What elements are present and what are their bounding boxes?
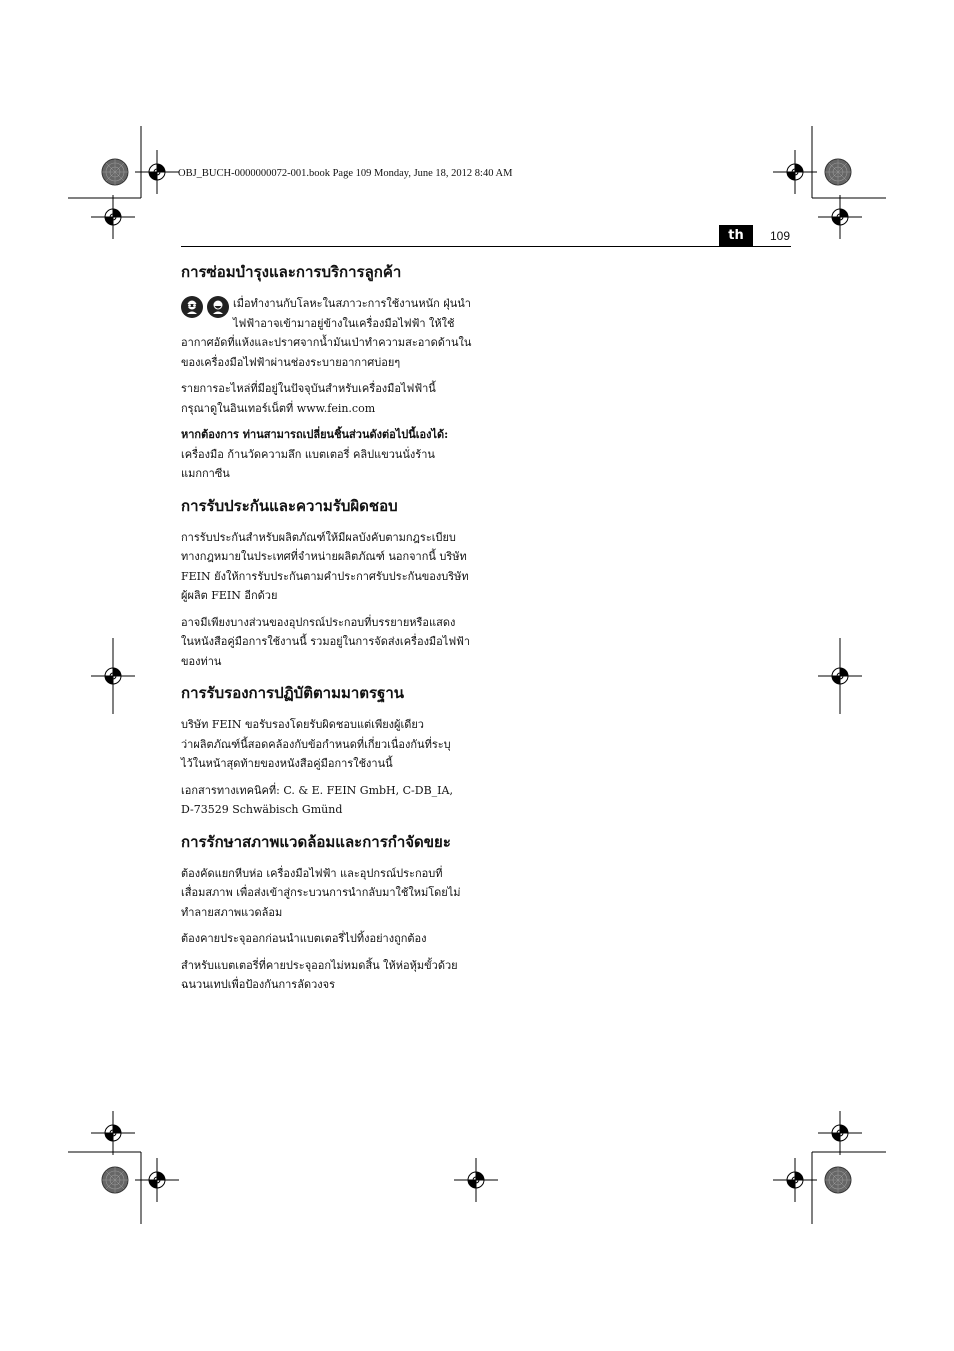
print-header: OBJ_BUCH-0000000072-001.book Page 109 Monday, June 18, 2012 8:40 AM — [178, 168, 513, 179]
text-line: การรับประกันสำหรับผลิตภัณฑ์ให้มีผลบังคับตามกฎระเบียบ — [181, 530, 456, 544]
header-rule — [181, 246, 791, 247]
text-line: ฉนวนเทปเพื่อป้องกันการลัดวงจร — [181, 978, 335, 991]
text-line: กรุณาดูในอินเทอร์เน็ตที่ www.fein.com — [181, 401, 376, 415]
text-line: ผู้ผลิต FEIN อีกด้วย — [181, 589, 278, 602]
text-line: ทำลายสภาพแวดล้อม — [181, 905, 283, 919]
text-line: เครื่องมือ ก้านวัดความลึก แบตเตอรี่ คลิปแขวนนั่งร้าน — [181, 447, 435, 461]
dust-mask-icon — [207, 296, 229, 318]
language-badge: th — [719, 225, 753, 246]
text-line: ทางกฎหมายในประเทศที่จำหน่ายผลิตภัณฑ์ นอกจากนี้ บริษัท — [181, 550, 467, 563]
bold-lead: หากต้องการ ท่านสามารถเปลี่ยนชิ้นส่วนดังต่อไปนี้เองได้: — [181, 428, 449, 441]
text-line: ของเครื่องมือไฟฟ้าผ่านช่องระบายอากาศบ่อยๆ — [181, 355, 401, 369]
icon-paragraph — [181, 294, 481, 333]
section-maintenance — [181, 258, 481, 484]
text-line: ของท่าน — [181, 654, 222, 668]
section-title: การซ่อมบำรุงและการบริการลูกค้า — [181, 263, 402, 281]
text-line: เสื่อมสภาพ เพื่อส่งเข้าสู่กระบวนการนำกลับมาใช้ใหม่โดยไม่ — [181, 886, 461, 899]
text-line: เมื่อทำงานกับโลหะในสภาวะการใช้งานหนัก ฝุ่นนำ — [233, 297, 471, 310]
text-line: ว่าผลิตภัณฑ์นี้สอดคล้องกับข้อกำหนดที่เกี่ยวเนื่องกันที่ระบุ — [181, 737, 451, 751]
text-line: ไฟฟ้าอาจเข้ามาอยู่ข้างในเครื่องมือไฟฟ้า ให้ใช้ — [233, 316, 455, 330]
safety-goggles-icon — [181, 296, 203, 318]
text-line: FEIN ยังให้การรับประกันตามคำประกาศรับประกันของบริษัท — [181, 569, 469, 583]
section-conformity — [181, 679, 481, 820]
section-title: การรับประกันและความรับผิดชอบ — [181, 496, 398, 515]
text-line: D-73529 Schwäbisch Gmünd — [181, 803, 343, 816]
text-line: รายการอะไหล่ที่มีอยู่ในปัจจุบันสำหรับเครื่องมือไฟฟ้านี้ — [181, 382, 436, 395]
text-line: เอกสารทางเทคนิคที่: C. & E. FEIN GmbH, C-DB_IA, — [181, 783, 453, 797]
text-line: ไว้ในหน้าสุดท้ายของหนังสือคู่มือการใช้งานนี้ — [181, 757, 393, 770]
section-title: การรับรองการปฏิบัติตามมาตรฐาน — [181, 684, 405, 702]
text-line: อากาศอัดที่แห้งและปราศจากน้ำมันเป่าทำความสะอาดด้านใน — [181, 336, 472, 349]
text-line: ต้องคายประจุออกก่อนนำแบตเตอรี่ไปทิ้งอย่างถูกต้อง — [181, 932, 427, 945]
text-line: ในหนังสือคู่มือการใช้งานนี้ รวมอยู่ในการจัดส่งเครื่องมือไฟฟ้า — [181, 635, 471, 648]
text-line: อาจมีเพียงบางส่วนของอุปกรณ์ประกอบที่บรรยายหรือแสดง — [181, 615, 456, 629]
text-line: สำหรับแบตเตอรี่ที่คายประจุออกไม่หมดสิ้น ให้ห่อหุ้มขั้วด้วย — [181, 958, 458, 972]
section-warranty — [181, 492, 481, 672]
page-number: 109 — [770, 229, 791, 243]
section-environment — [181, 828, 481, 995]
ppe-icons — [181, 294, 229, 333]
text-line: บริษัท FEIN ขอรับรองโดยรับผิดชอบแต่เพียงผู้เดียว — [181, 718, 424, 731]
text-line: แมกกาซีน — [181, 467, 230, 480]
content-column — [181, 258, 481, 1003]
section-title: การรักษาสภาพแวดล้อมและการกำจัดขยะ — [181, 832, 451, 851]
text-line: ต้องคัดแยกหีบห่อ เครื่องมือไฟฟ้า และอุปกรณ์ประกอบที่ — [181, 866, 443, 880]
